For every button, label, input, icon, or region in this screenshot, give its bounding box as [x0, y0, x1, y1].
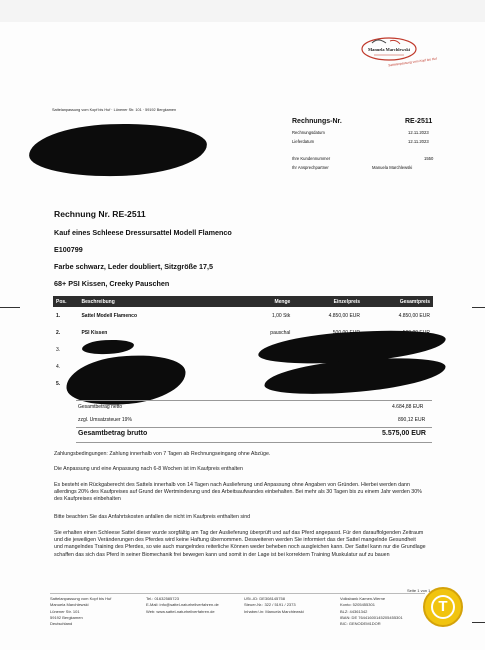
- net-label: Gesamtbetrag netto: [78, 404, 123, 410]
- subject-line: 68+ PSI Kissen, Creeky Pauschen: [54, 279, 170, 288]
- subject-line: Kauf eines Schleese Dressursattel Modell Flamenco: [54, 228, 232, 237]
- table-row: [53, 307, 433, 324]
- cell-desc: Sattel Modell Flamenco: [81, 312, 138, 319]
- invoice-number-value: RE-2511: [405, 118, 433, 125]
- payment-terms: Zahlungsbedingungen: Zahlung innerhalb von 7 Tagen ab Rechnungseingang ohne Abzüge.: [54, 451, 271, 457]
- cell-pos: 1.: [56, 312, 61, 319]
- cell-pos: 5.: [56, 380, 61, 387]
- totals-separator: [76, 400, 432, 401]
- footer-line: IBAN: DE 76441600145205455301: [340, 614, 403, 620]
- col-header: Pos.: [53, 296, 78, 307]
- footer-company: [50, 596, 111, 627]
- badge-letter: T: [431, 595, 455, 619]
- subject-line: E100799: [54, 245, 83, 254]
- cell-pos: 4.: [56, 363, 61, 370]
- meta-value: Manuela Marchlewski: [372, 165, 413, 170]
- company-logo: [360, 36, 418, 62]
- subject-line: Farbe schwarz, Leder doubliert, Sitzgröße 17,5: [54, 262, 213, 271]
- footer-contact: [146, 596, 219, 615]
- logo-slogan: Sattelanpassung vom Kopf bis Huf: [387, 56, 437, 68]
- footer-line: 59192 Bergkamen: [50, 614, 83, 620]
- cell-unit: 4.850,00 EUR: [328, 312, 361, 319]
- footer-bank: [340, 596, 403, 627]
- footer-line: Steuer-Nr.: 322 / 5191 / 2373: [244, 602, 296, 608]
- cell-pos: 3.: [56, 346, 61, 353]
- cell-qty: pauschal: [270, 329, 291, 336]
- watermark-badge: [423, 587, 463, 627]
- footer-line: Volksbank Kamen-Werne: [340, 596, 386, 601]
- gross-value: 5.575,00 EUR: [382, 430, 426, 437]
- logo-brand-text: Manuela Marchlewski: [368, 47, 410, 52]
- col-header: Beschreibung: [78, 296, 246, 307]
- redaction-address: [28, 121, 208, 179]
- meta-label: Ihr Ansprechpartner: [292, 165, 329, 170]
- vat-value: 890,12 EUR: [398, 417, 426, 423]
- travel-cost-note: Bitte beachten Sie das Anfahrtskosten anfallen die nicht im Kaufpreis enthalten sind: [54, 514, 251, 520]
- footer-line: Web: www.sattel-naturheilverfahren.de: [146, 608, 215, 614]
- meta-value: 12.11.2023: [408, 139, 429, 144]
- top-band: [0, 0, 485, 22]
- meta-value: 12.11.2023: [408, 130, 429, 135]
- cell-pos: 2.: [56, 329, 61, 336]
- adjustment-note: Die Anpassung und eine Anpassung nach 6-8 Wochen ist im Kaufpreis enthalten: [54, 466, 243, 472]
- footer-tax: [244, 596, 304, 615]
- col-header: Menge: [247, 296, 294, 307]
- col-header: Gesamtpreis: [363, 296, 433, 307]
- fold-mark: [472, 307, 485, 308]
- footer-line: Manuela Marchlewski: [50, 602, 89, 608]
- footer-line: Inhaber/-in: Manuela Marchlewski: [244, 608, 304, 614]
- vat-label: zzgl. Umsatzsteuer 19%: [78, 417, 132, 423]
- meta-label: Rechnungsdatum: [292, 130, 325, 135]
- meta-value: 1550: [424, 156, 434, 161]
- fold-mark: [0, 307, 20, 308]
- footer-line: Lünener Str. 101: [50, 608, 80, 614]
- cell-qty: 1,00 Stk: [271, 312, 291, 319]
- footer-line: BIC: GENODEM1DOR: [340, 621, 381, 627]
- totals-separator: [76, 442, 432, 443]
- return-policy: Es besteht ein Rückgaberecht des Sattels innerhalb von 14 Tagen nach Auslieferung und Anpassung ohne Angaben von Gründen. Hierbei werden dann allerdings 20% des Kaufpreises auf Grund der Wertminderung und des Arbeitsaufwandes einbehalten. Bei mehr als 30 Tagen bis zu einem Jahr werden 30% des Kaufpreises einbehalten: [54, 482, 422, 503]
- meta-label: Lieferdatum: [292, 139, 315, 144]
- footer-separator: [50, 593, 425, 594]
- invoice-heading: Rechnung Nr. RE-2511: [54, 209, 146, 219]
- liability-note: Sie erhalten einen Schleese Sattel dieser wurde sorgfältig am Tag der Auslieferung überprüft und auf das Pferd angepasst. Für den darauffolgenden Zeitraum und die jeweiligen Veränderungen des Pferdes wird keine Haftung übernommen. Desweiteren werden Sie informiert das der Sattel mangelnde Gesundheit und mangelndes Training des Pferdes, so wie auch mangelndes reiterliche Können weder beheben noch ausgleichen kann. Der Sattel kann nur die Grundlage schaffen das sich das Pferd in seiner Biomechanik frei bewegen kann und somit in der Lage ist bei korrektem Training Muskulatur auf zu bauen: [54, 530, 426, 558]
- gross-label: Gesamtbetrag brutto: [78, 430, 148, 437]
- footer-line: Tel.: 01632585723: [146, 596, 179, 601]
- page-number: Seite 1 von 1: [407, 588, 431, 593]
- invoice-number-label: Rechnungs-Nr.: [292, 118, 342, 125]
- footer-line: Deutschland: [50, 621, 73, 627]
- footer-line: Konto: 5205455301: [340, 602, 375, 608]
- sender-line: Sattelanpassung vom Kopf bis Huf · Lünener Str. 101 · 59192 Bergkamen: [52, 108, 177, 112]
- table-header-row: [53, 296, 433, 307]
- col-header: Einzelpreis: [293, 296, 363, 307]
- totals-separator: [76, 427, 432, 428]
- cell-desc: PSI Kissen: [81, 329, 108, 336]
- meta-label: Ihre Kundennummer: [292, 156, 331, 161]
- footer-line: BLZ: 44361342: [340, 608, 368, 614]
- net-value: 4.684,88 EUR: [392, 404, 424, 410]
- footer-line: Sattelanpassung vom Kopf bis Huf: [50, 596, 112, 601]
- fold-mark: [472, 622, 485, 623]
- footer-line: E-Mail: info@sattel-naturheilverfahren.de: [146, 602, 219, 608]
- cell-total: 4.850,00 EUR: [398, 312, 430, 319]
- footer-line: USt.-ID: DE308145758: [244, 596, 285, 601]
